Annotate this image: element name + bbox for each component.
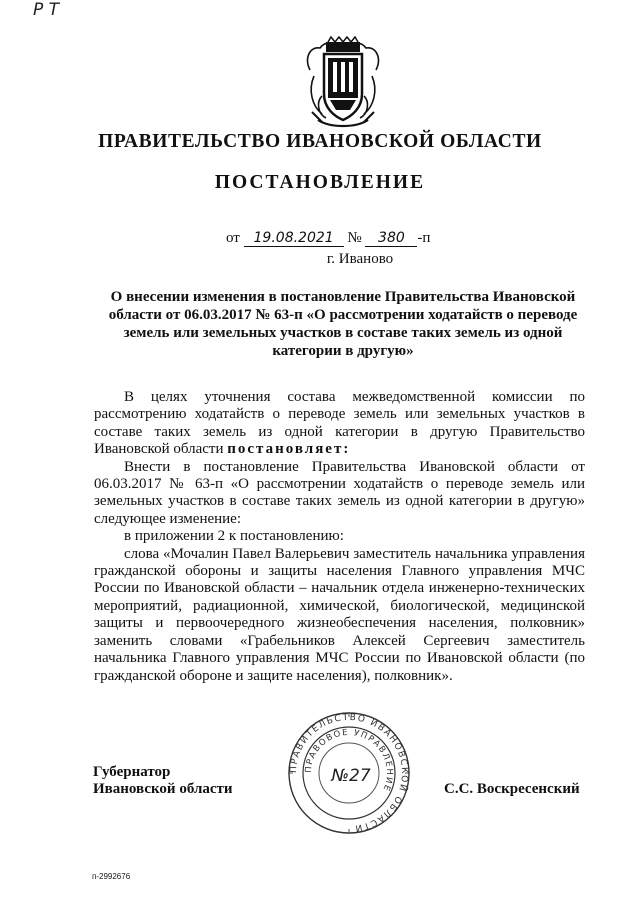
document-date: 19.08.2021	[244, 230, 344, 247]
paragraph-appendix: в приложении 2 к постановлению:	[124, 528, 344, 545]
date-number-line	[226, 230, 430, 247]
handwritten-corner-mark: Р Т	[33, 0, 60, 20]
document-subject: О внесении изменения в постановление Правительства Ивановской области от 06.03.2017 № 63-п «О рассмотрении ходатайств о переводе земель или земельных участков в составе таких земель из одной категории в другую»	[108, 289, 578, 359]
from-label: от	[226, 230, 240, 246]
government-title: ПРАВИТЕЛЬСТВО ИВАНОВСКОЙ ОБЛАСТИ	[98, 131, 542, 152]
preamble-text: В целях уточнения состава межведомственной комиссии по рассмотрению ходатайств о переводе земель или земельных участков в составе таких земель из одной категории в другую Правительство Ивановской области	[94, 389, 585, 458]
signatory-position	[93, 764, 233, 798]
footer-code: п-2992676	[92, 872, 131, 881]
position-region: Ивановской области	[93, 781, 233, 797]
stamp-center-number: №27	[331, 766, 371, 786]
position-title: Губернатор	[93, 764, 171, 780]
signatory-name: С.С. Воскресенский	[444, 781, 580, 797]
number-label: №	[347, 230, 362, 246]
stamp-outer-text: ПРАВИТЕЛЬСТВО ИВАНОВСКОЙ ОБЛАСТИ	[288, 712, 410, 833]
city-name: г. Иваново	[326, 251, 394, 267]
document-number: 380	[365, 230, 417, 247]
resolves-word: постановляет:	[227, 441, 351, 458]
document-type-title: ПОСТАНОВЛЕНИЕ	[214, 172, 426, 193]
coat-of-arms-emblem	[300, 36, 386, 130]
paragraph-preamble	[94, 389, 585, 459]
legal-department-stamp	[287, 711, 411, 835]
paragraph-amend: Внести в постановление Правительства Ивановской области от 06.03.2017 № 63-п «О рассмотрении ходатайств о переводе земель или земельных участков в составе таких земель из одной категории в другую» следующее изменение:	[94, 458, 585, 527]
paragraph-replacement: слова «Мочалин Павел Валерьевич заместитель начальника управления гражданской обороны и защиты населения Главного управления МЧС России по Ивановской области – начальник отдела инженерно-технических мероприятий, радиационной, химической, биологической, медицинской защиты и первоочередного жизнеобеспечения населения, полковник» заменить словами «Грабельников Алексей Сергеевич заместитель начальника Главного управления МЧС России по Ивановской области (по гражданской обороне и защите населения), полковник».	[94, 545, 585, 684]
number-suffix: -п	[417, 230, 431, 246]
document-body	[94, 389, 585, 685]
stamp-inner-text: ПРАВОВОЕ УПРАВЛЕНИЕ	[303, 727, 395, 794]
